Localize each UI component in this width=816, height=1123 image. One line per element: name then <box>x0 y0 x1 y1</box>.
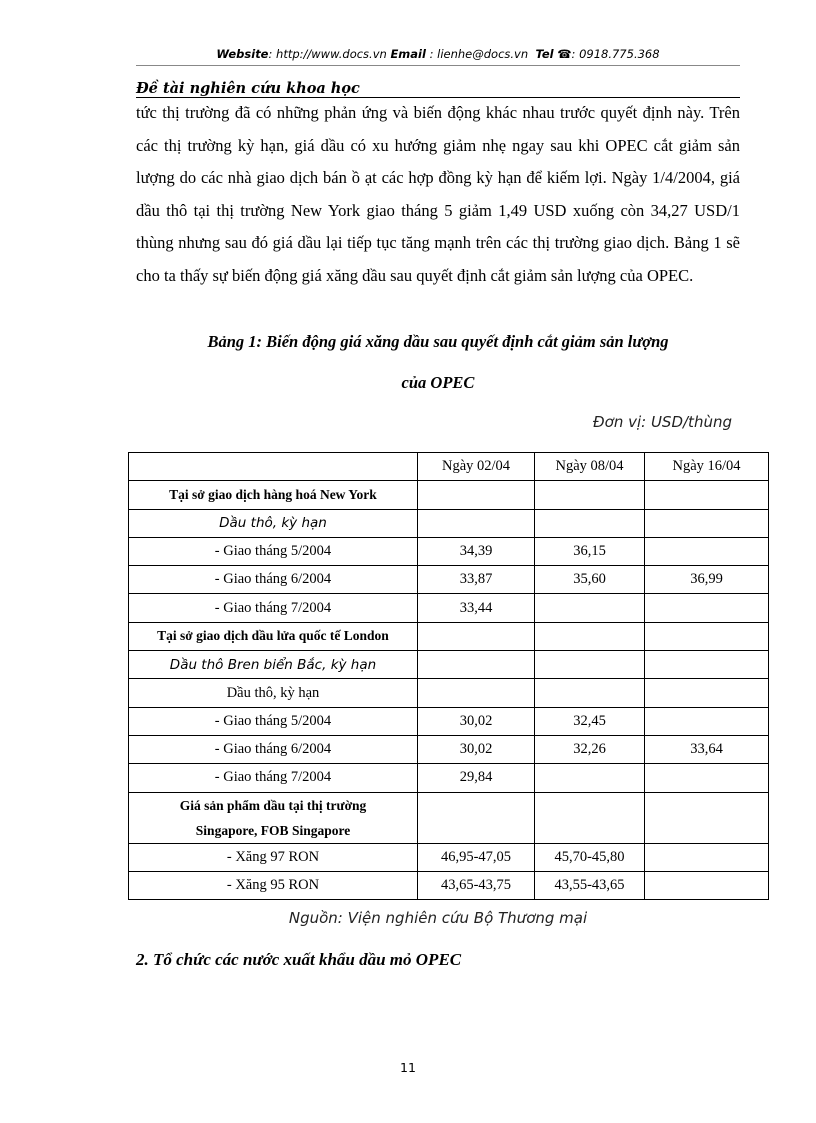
cell-value <box>645 792 769 843</box>
cell-value <box>645 707 769 735</box>
table-row <box>129 651 769 679</box>
header-divider <box>136 65 740 66</box>
row-label-line1: Giá sản phẩm dầu tại thị trường <box>179 797 367 813</box>
cell-value <box>535 594 645 622</box>
row-label: - Giao tháng 6/2004 <box>129 735 418 763</box>
cell-value <box>645 651 769 679</box>
table-row <box>129 871 769 899</box>
row-label: Dầu thô, kỳ hạn <box>129 679 418 707</box>
table-row <box>129 537 769 565</box>
website-value: : http://www.docs.vn <box>268 47 387 61</box>
cell-value <box>535 651 645 679</box>
cell-value: 33,44 <box>418 594 535 622</box>
cell-value: 43,65-43,75 <box>418 871 535 899</box>
row-label: - Giao tháng 7/2004 <box>129 764 418 792</box>
row-label: Dầu thô Bren biển Bắc, kỳ hạn <box>129 651 418 679</box>
cell-value: 46,95-47,05 <box>418 843 535 871</box>
cell-value <box>535 481 645 509</box>
price-table <box>128 452 769 900</box>
running-title: Đề tài nghiên cứu khoa học <box>136 80 360 97</box>
row-label: - Giao tháng 7/2004 <box>129 594 418 622</box>
cell-value <box>645 764 769 792</box>
cell-value: 33,87 <box>418 566 535 594</box>
row-label: Tại sở giao dịch dầu lửa quốc tế London <box>129 622 418 650</box>
row-label: - Xăng 95 RON <box>129 871 418 899</box>
cell-value <box>535 622 645 650</box>
cell-value <box>535 792 645 843</box>
table-row <box>129 566 769 594</box>
body-paragraph: tức thị trường đã có những phản ứng và biến động khác nhau trước quyết định này. Trên các thị trường kỳ hạn, giá dầu có xu hướng giảm nhẹ ngay sau khi OPEC cắt giảm sản lượng do các nhà giao dịch bán ồ ạt các hợp đồng kỳ hạn để kiếm lợi. Ngày 1/4/2004, giá dầu thô tại thị trường New York giao tháng 5 giảm 1,49 USD xuống còn 34,27 USD/1 thùng nhưng sau đó giá dầu lại tiếp tục tăng mạnh trên các thị trường giao dịch. Bảng 1 sẽ cho ta thấy sự biến động giá xăng dầu sau quyết định cắt giảm sản lượng của OPEC. <box>136 103 740 285</box>
cell-value <box>645 509 769 537</box>
table-header-row <box>129 453 769 481</box>
table-row <box>129 735 769 763</box>
cell-value: 34,39 <box>418 537 535 565</box>
cell-value <box>645 537 769 565</box>
cell-value: 30,02 <box>418 735 535 763</box>
cell-value <box>535 679 645 707</box>
header-cell: Ngày 02/04 <box>418 453 535 481</box>
table-source: Nguồn: Viện nghiên cứu Bộ Thương mại <box>288 909 588 927</box>
cell-value <box>645 679 769 707</box>
cell-value: 35,60 <box>535 566 645 594</box>
tel-label: Tel <box>535 47 554 61</box>
page-number: 11 <box>400 1060 416 1075</box>
row-label: - Xăng 97 RON <box>129 843 418 871</box>
cell-value: 33,64 <box>645 735 769 763</box>
cell-value <box>535 764 645 792</box>
header-cell: Ngày 08/04 <box>535 453 645 481</box>
cell-value <box>418 622 535 650</box>
cell-value <box>645 622 769 650</box>
cell-value <box>645 594 769 622</box>
row-label: Tại sở giao dịch hàng hoá New York <box>129 481 418 509</box>
table-row <box>129 509 769 537</box>
cell-value <box>535 509 645 537</box>
table-row <box>129 792 769 843</box>
cell-value <box>418 679 535 707</box>
cell-value: 43,55-43,65 <box>535 871 645 899</box>
header-cell: Ngày 16/04 <box>645 453 769 481</box>
cell-value: 32,45 <box>535 707 645 735</box>
cell-value: 30,02 <box>418 707 535 735</box>
table-row <box>129 843 769 871</box>
cell-value: 45,70-45,80 <box>535 843 645 871</box>
cell-value <box>418 651 535 679</box>
table-caption-line2: của OPEC <box>401 373 475 392</box>
cell-value <box>418 792 535 843</box>
table-row <box>129 594 769 622</box>
cell-value: 36,99 <box>645 566 769 594</box>
row-label: - Giao tháng 5/2004 <box>129 537 418 565</box>
table-unit: Đơn vị: USD/thùng <box>593 413 732 431</box>
table-row <box>129 764 769 792</box>
row-label-line2: Singapore, FOB Singapore <box>195 822 351 838</box>
section-heading: 2. Tổ chức các nước xuất khẩu dầu mỏ OPEC <box>136 950 462 969</box>
page-header <box>136 47 740 61</box>
cell-value: 32,26 <box>535 735 645 763</box>
table-row <box>129 481 769 509</box>
row-label: - Giao tháng 5/2004 <box>129 707 418 735</box>
cell-value <box>418 509 535 537</box>
email-value: : lienhe@docs.vn <box>425 47 529 61</box>
cell-value <box>645 481 769 509</box>
row-label <box>129 792 418 843</box>
cell-value <box>645 871 769 899</box>
cell-value <box>645 843 769 871</box>
tel-value: ☎: 0918.775.368 <box>553 47 660 61</box>
table-caption-line1: Bảng 1: Biến động giá xăng dầu sau quyết định cắt giảm sản lượng <box>207 332 669 351</box>
cell-value <box>418 481 535 509</box>
table-row <box>129 622 769 650</box>
row-label: Dầu thô, kỳ hạn <box>129 509 418 537</box>
table-row <box>129 679 769 707</box>
website-label: Website <box>216 47 269 61</box>
email-label: Email <box>390 47 426 61</box>
row-label: - Giao tháng 6/2004 <box>129 566 418 594</box>
table-row <box>129 707 769 735</box>
header-cell <box>129 453 418 481</box>
cell-value: 29,84 <box>418 764 535 792</box>
cell-value: 36,15 <box>535 537 645 565</box>
